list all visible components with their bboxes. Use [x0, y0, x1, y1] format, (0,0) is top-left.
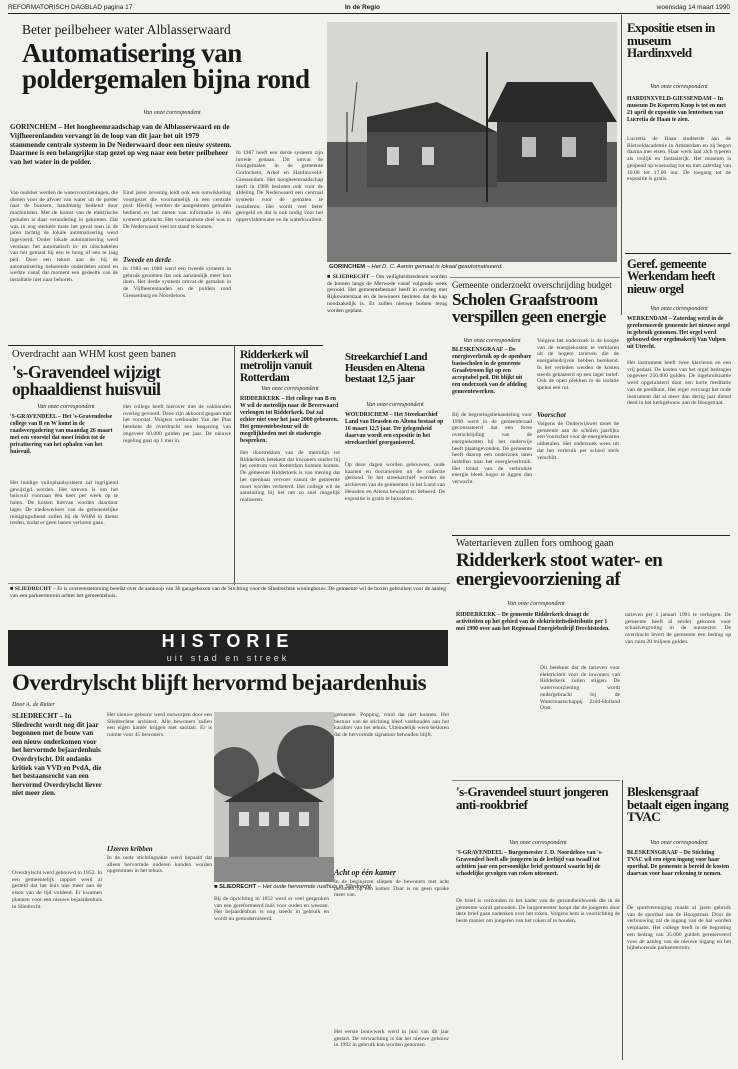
expositie-headline: Expositie etsen in museum Hardinxveld — [627, 20, 715, 61]
historie-body-col3: Bij de oprichting in 1852 werd er veel gesproken van een gereformeerd huis voor ouden en weezen. Het bejaardenhuis is nog steeds in gebruik en wordt nu gemoderniseerd. — [214, 896, 329, 923]
header-left: REFORMATORISCH DAGBLAD pagina 17 — [8, 4, 133, 11]
historie-photo-caption-text: Het oude hervormde rusthuis in Sliedrecht. — [262, 884, 373, 890]
header-date: woensdag 14 maart 1990 — [656, 4, 730, 11]
main-headline — [22, 40, 322, 93]
historie-banner — [8, 630, 448, 666]
historie-lede: SLIEDRECHT – In Sliedrecht wordt nog dit jaar begonnen met de bouw van een nieuw onderkomen voor het hervormde bejaardenhuis Overdrylscht. Dit ondanks kritiek van VVD en PvdA, die het bestaansrecht van een hervormd Overdrylscht liever niet meer zien. — [12, 712, 102, 798]
expositie-lede: HARDINXVELD-GIESSENDAM – In museum De Koperen Knop is tot en met 21 april de expositie van lenteetsen van Lucretia de Haan te zien. — [627, 96, 726, 123]
historie-body-col4: gemeente. Popping, vond dat niet kunnen. Het bestuur van de stichting bleef vasthouden aan het karakter van het tehuis. Uiteindelijk werd besloten dat de hervormde signatuur behouden blijft. — [334, 712, 449, 739]
gereformeerde-lede: WERKENDAM – Zaterdag werd in de gereformeerde gemeente het nieuwe orgel in gebruik genomen. Het orgel werd gebouwd door orgelmakerij Van Vulpen uit Utrecht. — [627, 316, 730, 350]
overdracht-body-col1: Het huidige vuilophaalsysteem zal ingrijpend gewijzigd worden. Het streven is om het huisvuil voortaan één keer per week op te halen. De kosten hiervan worden daardoor lager. De medewerkers van de gemeentelijke reinigingsdienst zullen bij de WHM in dienst treden, zodat er geen banen verloren gaan. — [10, 480, 118, 527]
rule-waterlevens — [452, 535, 730, 536]
graafstroom-subhead: Voorschot — [537, 411, 566, 419]
column-rule-bleskensgraaf — [622, 780, 623, 1060]
bleskensgraaf-byline: Van onze correspondent — [650, 840, 708, 846]
rule-graafstroom — [450, 277, 620, 278]
main-col2 — [123, 190, 231, 340]
historie-body-col2: Het nieuwe gebouw werd ontworpen door een Sliedrechtse architect. Alle bewoners zullen een eigen kamer krijgen met sanitair. Er is ruimte voor 45 bewoners. — [107, 712, 212, 739]
ridderkerk-headline: Ridderkerk wil metrolijn vanuit Rotterdam — [240, 349, 312, 384]
header-rule — [8, 13, 730, 14]
historie-banner-subtitle: uit stad en streek — [166, 653, 290, 663]
historie-body-col3b: In de beginjaren sliepen de bewoners met acht personen op één kamer. Daar is nu geen sprake meer van. — [334, 879, 449, 899]
main-subhead: Tweede en derde — [123, 256, 171, 264]
historie-headline: Overdrylscht blijft hervormd bejaardenhuis — [12, 670, 427, 695]
main-body-col3: In 1987 heeft een derde systeem zijn intrede gedaan. Dit omvat de rioolgemalen in de gemeente Gorinchem, Arkel en Hardinxveld-Giessendam. Het hoogheemraadschap heeft in 1988 besloten ook voor de afdeling De Nederwaard een centraal systeem voor de gemalen te installeren. Het wordt veel beter geregeld en dat is ook nodig voor het oppervlaktewater en de waterkwaliteit. — [236, 150, 323, 224]
main-byline: Van onze correspondent — [143, 110, 201, 116]
overdracht-headline: 's-Gravendeel wijzigt ophaaldienst huisvuil — [12, 362, 161, 400]
main-body-col2b: In 1983 en 1986 werd een tweede systeem in gebruik genomen dat ook aanzienlijk meer kon doen. Het derde systeem omvat de gemalen in de Vijfheerenlanden en de polders rond Giessenburg en Noordeloos. — [123, 266, 231, 299]
sgravendeel2-byline: Van onze correspondent — [509, 840, 567, 846]
historie-byline: Door A. de Ruiter — [12, 702, 55, 708]
historie-col3 — [214, 896, 329, 1061]
graafstroom-col2 — [537, 338, 619, 532]
historie-photo-caption: ■ SLIEDRECHT – Het oude hervormde rusthuis in Sliedrecht. — [214, 884, 373, 890]
historie-photo-drawing — [214, 712, 334, 882]
gereformeerde-byline: Van onze correspondent — [650, 306, 708, 312]
sgravendeel2-lede: 'S-GRAVENDEEL – Burgemeester J. D. Noordeloos van 's-Gravendeel heeft alle jongeren in de leeftijd van twaalf tot achttien jaar een persoonlijke brief gestuurd waarin hij de schadelijke gevolgen van roken uiteenzet. — [456, 850, 603, 877]
ridderkerk-byline: Van onze correspondent — [261, 386, 319, 392]
notice2: ■ SLIEDRECHT – Er is overeenstemming bereikt over de aankoop van 36 garageboxen van de Stichting voor de Sliedrechtse woningbouw. De gemeente wil de boxen gebruiken voor de aanleg van een parkeerterrein achter het gemeentehuis. — [10, 586, 446, 599]
graafstroom-body-col2b: Volgens de Onderwijswet moet de gemeente aan de scholen jaarlijks een voorschot voor de energiekosten uitbetalen. Het onderzoek wees uit dat het verbruik per school sterk verschilt. — [537, 421, 619, 461]
overdracht-lede: 'S-GRAVENDEEL – Het 's-Gravendeelse college van B en W komt in de raadsvergadering van maandag 26 maart met een voorstel dat moet leiden tot de privatisering van het ophalen van het huisvuil. — [10, 414, 113, 455]
overdracht-body-col2: Het college heeft hierover met de vakbonden overleg gevoerd. Deze zijn akkoord gegaan met het voorstel. Volgens wethouder Van der Plas betekent de overdracht een besparing van ongeveer 60.000 gulden per jaar. De nieuwe regeling gaat op 1 mei in. — [123, 404, 231, 444]
main-kicker: Beter peilbeheer water Alblasserwaard — [22, 22, 231, 37]
bleskensgraaf-headline: Bleskensgraaf betaalt eigen ingang TVAC — [627, 784, 729, 825]
streekarchief-body: Op deze dagen worden gebouwen, oude kaarten en documenten uit de collectie getoond. In het streekarchief worden de archieven van de gemeenten in het Land van Heusden en Altena bewaard en beheerd. De expositie is gratis te bezoeken. — [345, 462, 445, 502]
waterlevens-body-col1: Dit betekent dat de tarieven voor elektriciteit voor de inwoners van Ridderkerk zullen stijgen. De watervoorziening wordt ondergebracht bij de Watermaatschappij Zuid-Holland Oost. — [540, 665, 620, 712]
sgravendeel2-body: De brief is verzonden in het kader van de gezondheidsweek die in de gemeente wordt gehouden. De burgemeester hoopt dat de jongeren door deze brief gaan nadenken over het roken. Volgens hem is voorlichting de beste manier om jongeren van het roken af te houden. — [456, 898, 620, 925]
column-rule-ridderkerk — [234, 345, 235, 585]
streekarchief-lede: WOUDRICHEM – Het Streekarchief Land van Heusden en Altena bestaat op 16 maart 12,5 jaar. Ter gelegenheid daarvan wordt een expositie in het streekarchief georganiseerd. — [345, 412, 444, 446]
graafstroom-byline: Van onze correspondent — [463, 338, 521, 344]
photo1-caption-lead: GORINCHEM — [329, 264, 366, 270]
main-lede: GORINCHEM – Het hoogheemraadschap van de Alblasserwaard en de Vijfheerenlanden vervangt in de loop van dit jaar het uit 1979 stammende centrale systeem in De Nederwaard door een nieuw systeem. Daarmee is een belangrijke stap gezet op weg naar een beter peilbeheer van het water in de polder. — [10, 123, 232, 167]
graafstroom-body-col2: Volgens het onderzoek is de hoogte van de energiekosten te verklaren uit de hogere tarieven die de energiebedrijven hebben berekend. In het verleden werden de kosten steeds gebaseerd op een lager tarief. Ook de open plekken in de isolatie spelen een rol. — [537, 338, 619, 391]
historie-subhead2: Acht op één kamer — [334, 868, 396, 877]
historie-photo — [214, 712, 334, 882]
notice2-text: – Er is overeenstemming bereikt over de aankoop van 36 garageboxen van de Stichting voor de Sliedrechtse woningbouw. De gemeente wil de boxen gebruiken voor de aanleg van een parkeerterrein achter het gemeentehuis. — [10, 586, 446, 599]
waterlevens-byline: Van onze correspondent — [507, 601, 565, 607]
ridderkerk-body: Het doortrekken van de metrolijn tot Ridderkerk betekent dat inwoners sneller bij het centrum van Rotterdam kunnen komen. De gemeente Ridderkerk is van mening dat het openbaar vervoer vanuit de gemeente moet worden verbeterd. Het college wil de aansluiting bij het net zo snel mogelijk realiseren. — [240, 450, 340, 503]
graafstroom-lede: BLESKENSGRAAF – De energieverbruik op de openbare basisscholen in de gemeente Graafstroom ligt op een acceptabel peil. Dit blijkt uit een onderzoek van de afdeling gemeentewerken. — [452, 347, 532, 395]
photo1-caption: GORINCHEM – Het D. C. Aamin gemaal is lokaal geautomatiseerd. — [329, 264, 503, 270]
rule-overdracht — [8, 345, 323, 346]
main-body-col1: Van oudsher werden de watervoorzieningen, die dienen voor de afvoer van water uit de polder naar de boezem, handmatig bediend door machinisten. Met de komst van de elektrische gemalen is daar verandering in gekomen. Dat was in nog sterkere mate het geval toen in de jaren tachtig de lokale automatisering werd ingevoerd. Onder lokale automatisering werd verstaan: het automatisch in- en uitschakelen van het gemaal bij een te hoog of een te laag peil. Door een tekort aan de bij de automatisering behorende onderdelen stond en werkte vanaf dat moment een gedeelte van de installatie niet naar behoren. — [10, 190, 118, 284]
expositie-byline: Van onze correspondent — [650, 84, 708, 90]
polder-photo-drawing — [327, 22, 617, 262]
historie-col2 — [107, 712, 212, 1062]
notice1-text: – Om veiligheidsredenen worden de bomen langs de Merwede vanaf volgende week gerooid. Het gemeentebestuur heeft in overleg met Rijkswaterstaat en de bewoners besloten dat de kap noodzakelijk is. Er zullen nieuwe bomen terug worden geplant. — [327, 274, 447, 314]
polder-photo — [327, 22, 617, 262]
column-rule-right — [621, 15, 622, 315]
header-center: In de Regio — [345, 4, 381, 11]
historie-subhead: IJzeren kribben — [107, 845, 153, 853]
notice2-dateline: SLIEDRECHT — [14, 586, 52, 592]
main-headline-line1: Automatisering van — [22, 38, 242, 68]
bleskensgraaf-body: De sportvereniging maakt al jaren gebruik van de sporthal aan de Hoogstraat. Door de verbouwing zal de ingang van de hal worden verplaatst. Het college heeft in de begroting een bedrag van 35.000 gulden gereserveerd voor de aanleg van de nieuwe ingang en het bijbehorende parkeerterrein. — [627, 905, 731, 952]
main-body-col2: Eind jaren zeventig leidt ook een ontwikkeling voortgezet die voornamelijk in een centrale post. Hierbij werden de aangesloten gemalen bediend en het meten van informatie in één systeem gebracht. Het voornaamste doel was in De Nederwaard veel tot stand te komen. — [123, 190, 231, 230]
rule-notice2 — [8, 583, 450, 584]
overdracht-byline: Van onze correspondent — [37, 404, 95, 410]
streekarchief-byline: Van onze correspondent — [366, 402, 424, 408]
bleskensgraaf-lede: BLESKENSGRAAF – De Stichting TVAC wil een eigen ingang voor haar sporthal. De gemeente is bereid de kosten daarvan voor haar rekening te nemen. — [627, 850, 730, 877]
rule-expositie — [625, 253, 731, 254]
historie-col4 — [334, 712, 449, 1062]
graafstroom-kicker: Gemeente onderzoekt overschrijding budget — [452, 280, 612, 290]
notice1: ■ SLIEDRECHT – Om veiligheidsredenen worden de bomen langs de Merwede vanaf volgende week gerooid. Het gemeentebestuur heeft in overleg met Rijkswaterstaat en de bewoners besloten dat de kap noodzakelijk is. Er zullen nieuwe bomen terug worden geplant. — [327, 274, 447, 314]
overdracht-kicker: Overdracht aan WHM kost geen banen — [12, 349, 176, 360]
ridderkerk-lede: RIDDERKERK – Het college van B en W wil de metrolijn naar de Beverwaard verlengen tot Ridderkerk. Dat zal echter niet voor het jaar 2000 gebeuren. Het gemeentebestuur wil de mogelijkheden met de stadsregio bespreken. — [240, 396, 339, 444]
streekarchief-headline: Streekarchief Land Heusden en Altena bestaat 12,5 jaar — [345, 351, 427, 385]
historie-photo-caption-lead: SLIEDRECHT — [219, 884, 257, 890]
gereformeerde-body: Het instrument heeft twee klavieren en een vrij pedaal. De kosten van het orgel bedragen ongeveer 250.000 gulden. De ingebruikname werd opgeluisterd door een korte meditatie van de predikant. Het orgel vervangt het oude instrument dat al meer dan dertig jaar dienst deed in het kerkgebouw aan de Hoogstraat. — [627, 360, 731, 407]
historie-body-col1: Overdrylscht werd gebouwd in 1852. In een gemeentelijk rapport werd al gesteld dat het huis niet meer aan de eisen van de tijd voldeed. Er kwamen plannen voor een nieuwe bejaardenhuis in Sliedrecht. — [12, 870, 102, 910]
waterlevens-kicker: Watertarieven zullen fors omhoog gaan — [456, 538, 614, 549]
main-headline-line2: poldergemalen bijna rond — [22, 64, 310, 95]
sgravendeel2-headline: 's-Gravendeel stuurt jongeren anti-rookbrief — [456, 784, 609, 812]
graafstroom-body-col1: Bij de begrotingsbehandeling voor 1990 werd in de gemeenteraad geconstateerd dat een forse overschrijding van de energiekosten bij het onderwijs heeft plaatsgevonden. De gemeente heeft daarop een onderzoek laten instellen naar het energieverbruik. Het totaal van de verbruikte energie bleek hoger te liggen dan verwacht. — [452, 412, 532, 486]
waterlevens-body-col2: tarieven per 1 januari 1991 te verhogen. De gemeente heeft al eerder gekozen voor schaalvergroting in de nutssector. De overdracht levert de gemeente een bedrag op van ruim 20 miljoen gulden. — [625, 612, 731, 645]
historie-body-col2b: In de oude stichtingsakte werd bepaald dat alleen hervormde ouderen konden worden opgenomen in het tehuis. — [107, 855, 212, 875]
rule-sgravendeel — [452, 780, 620, 781]
notice1-dateline: SLIEDRECHT — [332, 274, 370, 280]
photo1-caption-text: Het D. C. Aamin gemaal is lokaal geautomatiseerd. — [371, 264, 503, 270]
historie-body-col4b: Het eerste bouwwerk werd in juni van dit jaar gestart. De verwachting is dat het nieuwe gebouw in 1992 in gebruik kan worden genomen. — [334, 1029, 449, 1049]
waterlevens-lede: RIDDERKERK – De gemeente Ridderkerk draagt de activiteiten op het gebied van de elektriciteitsdistributie per 1 mei 1990 over aan het Regionaal Energiebedrijf Drechtsteden. — [456, 612, 610, 632]
graafstroom-headline: Scholen Graafstroom verspillen geen energie — [452, 290, 606, 326]
historie-banner-title: HISTORIE — [161, 631, 295, 651]
waterlevens-headline: Ridderkerk stoot water- en energievoorziening af — [456, 550, 663, 590]
gereformeerde-headline: Geref. gemeente Werkendam heeft nieuw orgel — [627, 257, 715, 296]
expositie-body: Lucretia de Haan studeerde aan de Rietveldacademie in Amsterdam en zij begon daarna met etsen. Haar werk laat zich typeren als vrolijk en fantasierijk. Het museum is geopend op woensdag tot en met zaterdag van 10.00 tot 17.00 uur. De toegang tot de expositie is gratis. — [627, 136, 731, 183]
